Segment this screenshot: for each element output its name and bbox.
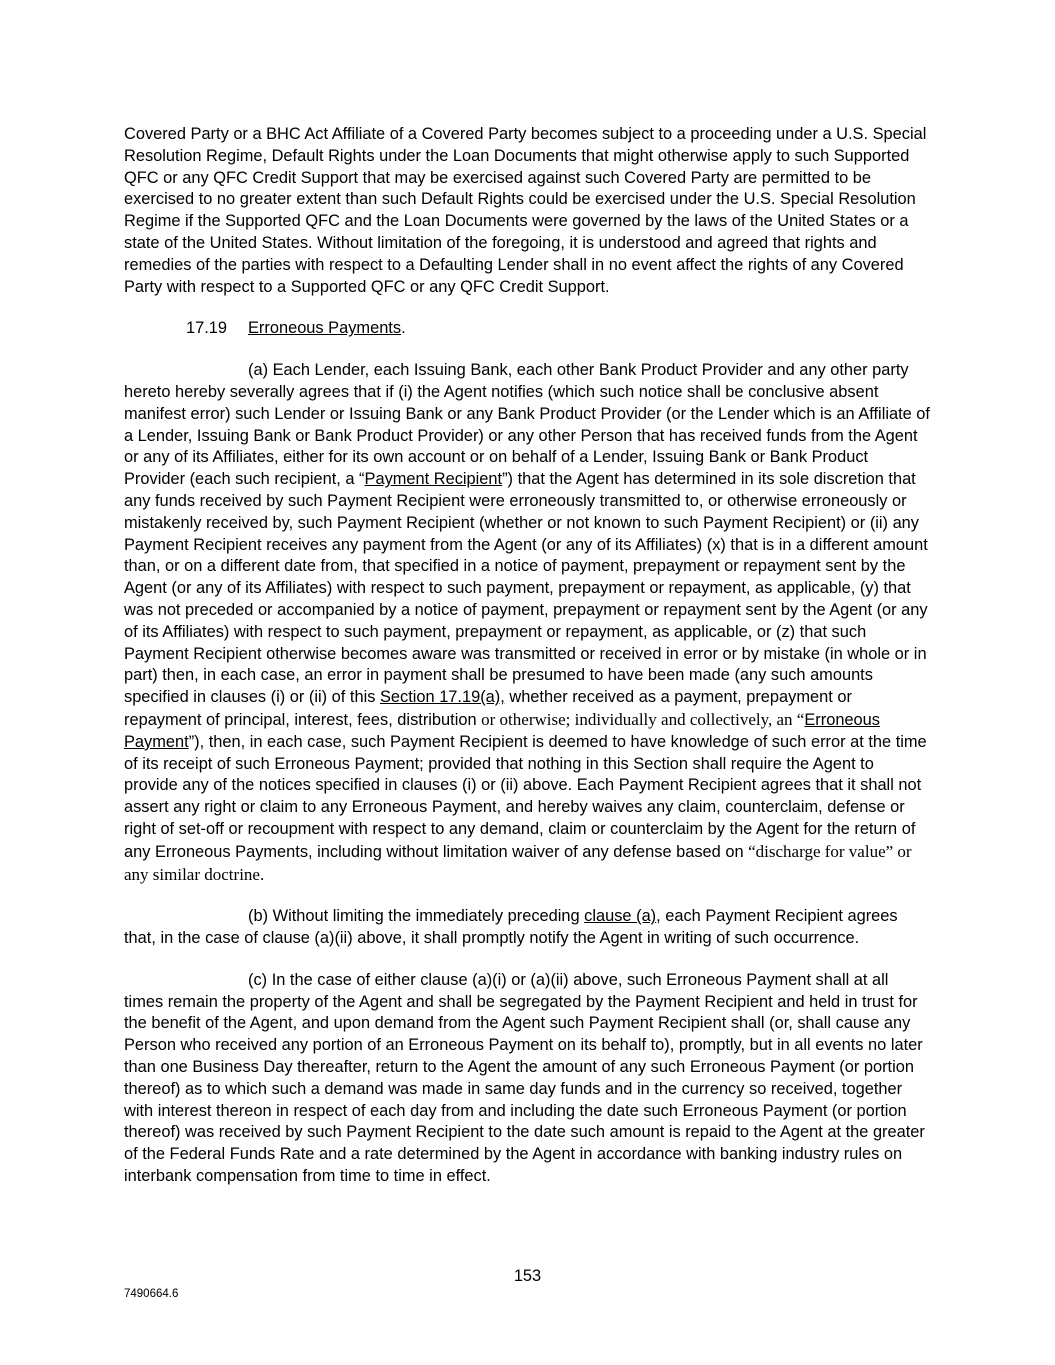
paragraph-c-text: In the case of either clause (a)(i) or (a)(ii) above, such Erroneous Payment shall at all times remain the property of the Agent and shall be segregated by the Payment Recipient and held in trust for the benefit of the Agent, and upon demand from the Agent such Payment Recipient shall (or, shall cause any Person who received any portion of an Erroneous Payment on its behalf to), promptly, but in all events no later than one Business Day thereafter, return to the Agent the amount of any such Erroneous Payment (or portion thereof) as to which such a demand was made in same day funds and in the currency so received, together with interest thereon in respect of each day from and including the date such Erroneous Payment (or portion thereof) was received by such Payment Recipient to the date such amount is repaid to the Agent at the greater of the Federal Funds Rate and a rate determined by the Agent in accordance with banking industry rules on interbank compensation from time to time in effect.	[124, 970, 925, 1186]
paragraph-a-text-1: Each Lender, each Issuing Bank, each other Bank Product Provider and any other party hereto hereby severally agrees that if (i) the Agent notifies (which such notice shall be conclusive absent manifest error) such Lender or Issuing Bank or any Bank Product Provider (or the Lender which is an Affiliate of a Lender, Issuing Bank or Bank Product Provider) or any other Person that has received funds from the Agent or any of its Affiliates, either for its own account or on behalf of a Lender, Issuing Bank or Bank Product Provider (each such recipient, a “	[124, 361, 930, 489]
section-title: Erroneous Payments	[248, 319, 402, 338]
paragraph-c	[124, 970, 932, 1188]
section-reference: Section 17.19(a),	[379, 688, 505, 707]
defined-term-erroneous-payment: Erroneous Payment	[124, 710, 880, 751]
paragraph-c-label: (c)	[248, 970, 268, 989]
defined-term-payment-recipient: Payment Recipient	[364, 470, 503, 489]
paragraph-b-label: (b)	[248, 907, 269, 926]
clause-reference: clause (a)	[584, 907, 657, 926]
section-title-suffix: .	[401, 319, 406, 338]
paragraph-b-text-1: Without limiting the immediately preceding	[272, 907, 585, 926]
section-number: 17.19	[186, 319, 228, 338]
document-body	[124, 124, 932, 1208]
paragraph-a-text-4: ”), then, in each case, such Payment Recipient is deemed to have knowledge of such error at the time of its receipt of such Erroneous Payment; provided that nothing in this Section shall require the Agent to provide any of the notices specified in clauses (i) or (ii) above. Each Payment Recipient agrees that it shall not assert any right or claim to any Erroneous Payment, and hereby waives any claim, counterclaim, defense or right of set-off or recoupment with respect to any demand, claim or counterclaim by the Agent for the return of any Erroneous Payments, including without limitation waiver of any defense based on	[124, 732, 927, 861]
paragraph-b	[124, 906, 932, 950]
paragraph-a-text-3-serif: or otherwise; individually and collectively, an “	[481, 709, 805, 729]
paragraph-a-text-4-serif: “discharge for value” or any similar doctrine.	[124, 841, 912, 884]
paragraph-a	[124, 360, 932, 886]
paragraph-a-label: (a)	[248, 361, 269, 380]
document-id: 7490664.6	[124, 1288, 179, 1300]
paragraph-b-text-2: , each Payment Recipient agrees that, in the case of clause (a)(ii) above, it shall promptly notify the Agent in writing of such occurrence.	[124, 907, 898, 948]
section-heading	[124, 318, 932, 340]
page-number: 153	[513, 1267, 542, 1285]
intro-paragraph: Covered Party or a BHC Act Affiliate of a Covered Party becomes subject to a proceeding under a U.S. Special Resolution Regime, Default Rights under the Loan Documents that might otherwise apply to such Supported QFC or any QFC Credit Support that may be exercised against such Covered Party are permitted to be exercised to no greater extent than such Default Rights could be exercised under the U.S. Special Resolution Regime if the Supported QFC and the Loan Documents were governed by the laws of the United States or a state of the United States. Without limitation of the foregoing, it is understood and agreed that rights and remedies of the parties with respect to a Defaulting Lender shall in no event affect the rights of any Covered Party with respect to a Supported QFC or any QFC Credit Support.	[124, 125, 927, 296]
paragraph-a-text-2: ”) that the Agent has determined in its sole discretion that any funds received by such Payment Recipient were erroneously transmitted to, or otherwise erroneously or mistakenly received by, such Payment Recipient (whether or not known to such Payment Recipient) or (ii) any Payment Recipient receives any payment from the Agent (or any of its Affiliates) (x) that is in a different amount than, or on a different date from, that specified in a notice of payment, prepayment or repayment sent by the Agent (or any of its Affiliates) with respect to such payment, prepayment or repayment, as applicable, (y) that was not preceded or accompanied by a notice of payment, prepayment or repayment sent by the Agent (or any of its Affiliates) with respect to such payment, prepayment or repayment, as applicable, or (z) that such Payment Recipient otherwise becomes aware was transmitted or received in error or by mistake (in whole or in part) then, in each case, an error in payment shall be presumed to have been made (any such amounts specified in clauses (i) or (ii) of this	[124, 470, 928, 707]
paragraph-a-text-3: whether received as a payment, prepayment or repayment of principal, interest, fees, distribution	[124, 688, 852, 729]
